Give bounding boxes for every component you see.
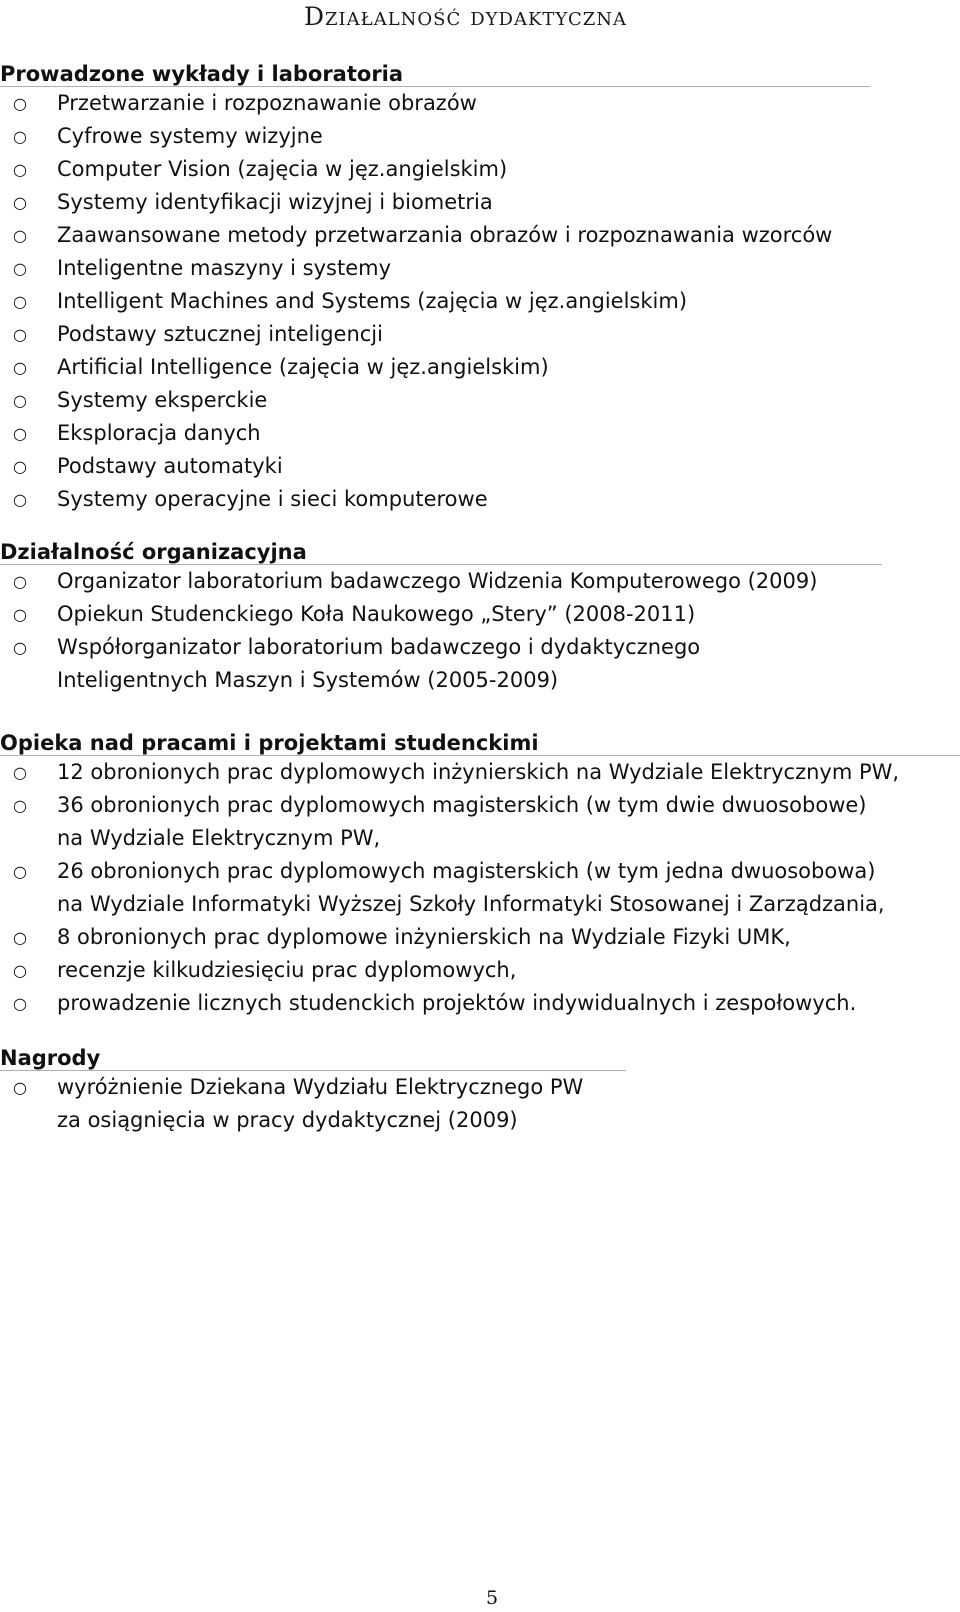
list-item-text: Współorganizator laboratorium badawczego i dydaktycznego — [57, 635, 701, 659]
list-item — [0, 186, 960, 219]
awards-list — [0, 1071, 960, 1137]
circle-bullet-icon: ○ — [13, 638, 27, 657]
page-title: Działalność dydaktyczna — [304, 2, 628, 31]
section-heading-organizational: Działalność organizacyjna — [0, 540, 307, 564]
list-item — [0, 756, 960, 789]
circle-bullet-icon: ○ — [13, 763, 27, 782]
list-item — [0, 384, 960, 417]
section-heading-lectures: Prowadzone wykłady i laboratoria — [0, 62, 404, 86]
list-item-text: Eksploracja danych — [57, 421, 261, 445]
section-supervision — [0, 727, 960, 1020]
list-item-text: Podstawy sztucznej inteligencji — [57, 322, 383, 346]
circle-bullet-icon: ○ — [13, 259, 27, 278]
circle-bullet-icon: ○ — [13, 457, 27, 476]
circle-bullet-icon: ○ — [13, 1078, 27, 1097]
circle-bullet-icon: ○ — [13, 994, 27, 1013]
circle-bullet-icon: ○ — [13, 391, 27, 410]
list-item — [0, 252, 960, 285]
circle-bullet-icon: ○ — [13, 160, 27, 179]
list-item-text: Systemy operacyjne i sieci komputerowe — [57, 487, 488, 511]
list-item-text: Podstawy automatyki — [57, 454, 283, 478]
list-item-text: Opiekun Studenckiego Koła Naukowego „Stery” (2008-2011) — [57, 602, 696, 626]
list-item — [0, 921, 960, 954]
list-item-text: Systemy identyfikacji wizyjnej i biometria — [57, 190, 493, 214]
list-item-text: Computer Vision (zajęcia w jęz.angielskim) — [57, 157, 508, 181]
section-heading-awards: Nagrody — [0, 1046, 101, 1070]
list-item-text: na Wydziale Elektrycznym PW, — [57, 826, 381, 850]
list-item-text: 12 obronionych prac dyplomowych inżynierskich na Wydziale Elektrycznym PW, — [57, 760, 900, 784]
list-item — [0, 351, 960, 384]
list-item-text: na Wydziale Informatyki Wyższej Szkoły Informatyki Stosowanej i Zarządzania, — [57, 892, 885, 916]
circle-bullet-icon: ○ — [13, 862, 27, 881]
list-item — [0, 954, 960, 987]
list-item — [0, 855, 960, 921]
list-item — [0, 1071, 960, 1137]
list-item — [0, 565, 960, 598]
list-item — [0, 318, 960, 351]
circle-bullet-icon: ○ — [13, 490, 27, 509]
list-item — [0, 417, 960, 450]
list-item-text: Artificial Intelligence (zajęcia w jęz.angielskim) — [57, 355, 549, 379]
circle-bullet-icon: ○ — [13, 928, 27, 947]
list-item-text: Przetwarzanie i rozpoznawanie obrazów — [57, 91, 477, 115]
section-lectures — [0, 58, 960, 516]
circle-bullet-icon: ○ — [13, 292, 27, 311]
list-item — [0, 87, 960, 120]
circle-bullet-icon: ○ — [13, 127, 27, 146]
list-item — [0, 219, 960, 252]
circle-bullet-icon: ○ — [13, 94, 27, 113]
list-item-text: 8 obronionych prac dyplomowe inżynierskich na Wydziale Fizyki UMK, — [57, 925, 791, 949]
organizational-list — [0, 565, 960, 697]
circle-bullet-icon: ○ — [13, 325, 27, 344]
list-item-text: Inteligentne maszyny i systemy — [57, 256, 392, 280]
list-item — [0, 153, 960, 186]
page-number: 5 — [486, 1587, 499, 1609]
list-item-text: Inteligentnych Maszyn i Systemów (2005-2009) — [57, 668, 559, 692]
list-item-text: za osiągnięcia w pracy dydaktycznej (2009) — [57, 1108, 518, 1132]
circle-bullet-icon: ○ — [13, 193, 27, 212]
circle-bullet-icon: ○ — [13, 796, 27, 815]
list-item — [0, 483, 960, 516]
circle-bullet-icon: ○ — [13, 605, 27, 624]
list-item-text: recenzje kilkudziesięciu prac dyplomowych, — [57, 958, 517, 982]
list-item — [0, 285, 960, 318]
circle-bullet-icon: ○ — [13, 358, 27, 377]
list-item-text: Zaawansowane metody przetwarzania obrazów i rozpoznawania wzorców — [57, 223, 833, 247]
list-item — [0, 450, 960, 483]
circle-bullet-icon: ○ — [13, 424, 27, 443]
lectures-list — [0, 87, 960, 516]
list-item — [0, 987, 960, 1020]
list-item — [0, 120, 960, 153]
section-awards — [0, 1042, 960, 1137]
list-item-text: prowadzenie licznych studenckich projektów indywidualnych i zespołowych. — [57, 991, 857, 1015]
list-item-text: Systemy eksperckie — [57, 388, 268, 412]
list-item — [0, 631, 960, 697]
section-organizational — [0, 536, 960, 697]
list-item-text: 26 obronionych prac dyplomowych magisterskich (w tym jedna dwuosobowa) — [57, 859, 876, 883]
list-item-text: Cyfrowe systemy wizyjne — [57, 124, 323, 148]
list-item-text: 36 obronionych prac dyplomowych magisterskich (w tym dwie dwuosobowe) — [57, 793, 867, 817]
list-item-text: Intelligent Machines and Systems (zajęcia w jęz.angielskim) — [57, 289, 688, 313]
list-item — [0, 598, 960, 631]
supervision-list — [0, 756, 960, 1020]
circle-bullet-icon: ○ — [13, 226, 27, 245]
section-heading-supervision: Opieka nad pracami i projektami studenckimi — [0, 731, 539, 755]
list-item-text: wyróżnienie Dziekana Wydziału Elektrycznego PW — [57, 1075, 584, 1099]
circle-bullet-icon: ○ — [13, 572, 27, 591]
list-item-text: Organizator laboratorium badawczego Widzenia Komputerowego (2009) — [57, 569, 818, 593]
circle-bullet-icon: ○ — [13, 961, 27, 980]
list-item — [0, 789, 960, 855]
